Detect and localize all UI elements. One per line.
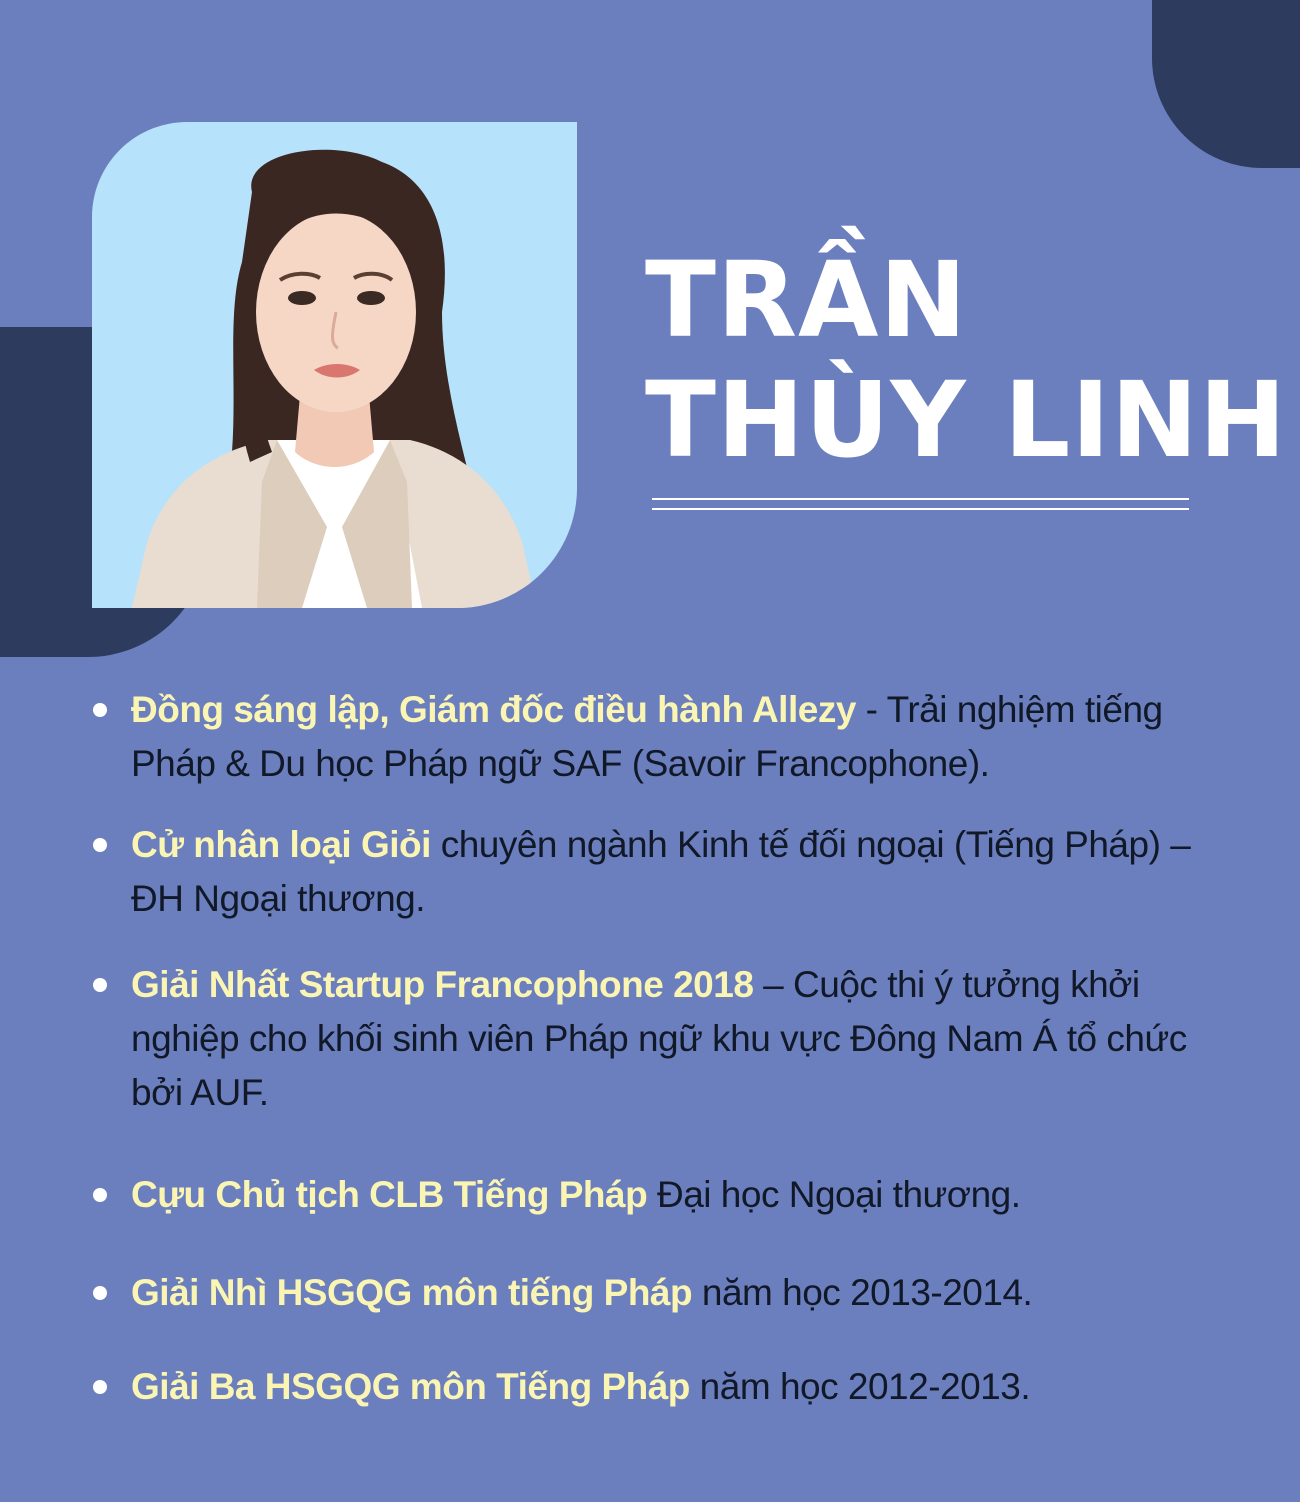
bullet-dot-icon bbox=[93, 838, 107, 852]
bio-item bbox=[131, 1266, 1211, 1320]
portrait-photo bbox=[92, 122, 577, 608]
bio-highlight: Giải Nhì HSGQG môn tiếng Pháp bbox=[131, 1272, 693, 1313]
bullet-dot-icon bbox=[93, 978, 107, 992]
decorative-corner-top-right bbox=[1152, 0, 1300, 168]
bio-highlight: Giải Nhất Startup Francophone 2018 bbox=[131, 964, 754, 1005]
bullet-dot-icon bbox=[93, 1188, 107, 1202]
bio-text: – Cuộc thi ý tưởng khởi nghiệp cho khối sinh viên Pháp ngữ khu vực Đông Nam Á tổ chức bởi AUF. bbox=[131, 964, 1187, 1113]
bio-item bbox=[131, 818, 1211, 926]
name-divider-top bbox=[652, 498, 1189, 500]
bullet-dot-icon bbox=[93, 1380, 107, 1394]
name-line-1: TRẦN bbox=[645, 239, 968, 361]
bio-item bbox=[131, 1168, 1211, 1222]
bio-text: năm học 2013-2014. bbox=[692, 1272, 1033, 1313]
portrait-illustration bbox=[92, 122, 577, 608]
name-line-2: THÙY LINH bbox=[645, 359, 1287, 481]
bio-item bbox=[131, 958, 1211, 1120]
bio-text: chuyên ngành Kinh tế đối ngoại (Tiếng Pháp) – ĐH Ngoại thương. bbox=[131, 824, 1191, 919]
bio-highlight: Cựu Chủ tịch CLB Tiếng Pháp bbox=[131, 1174, 648, 1215]
bio-text: năm học 2012-2013. bbox=[689, 1366, 1031, 1407]
bio-highlight: Giải Ba HSGQG môn Tiếng Pháp bbox=[131, 1366, 690, 1407]
bio-item bbox=[131, 683, 1211, 791]
name-divider-bottom bbox=[652, 508, 1189, 510]
bio-highlight: Cử nhân loại Giỏi bbox=[131, 824, 431, 865]
bio-text: - Trải nghiệm tiếng Pháp & Du học Pháp ngữ SAF (Savoir Francophone). bbox=[131, 689, 1163, 784]
bullet-dot-icon bbox=[93, 1286, 107, 1300]
person-name bbox=[645, 240, 1287, 480]
bio-text: Đại học Ngoại thương. bbox=[647, 1174, 1021, 1215]
bio-item bbox=[131, 1360, 1211, 1414]
bullet-dot-icon bbox=[93, 703, 107, 717]
bio-highlight: Đồng sáng lập, Giám đốc điều hành Allezy bbox=[131, 689, 856, 730]
